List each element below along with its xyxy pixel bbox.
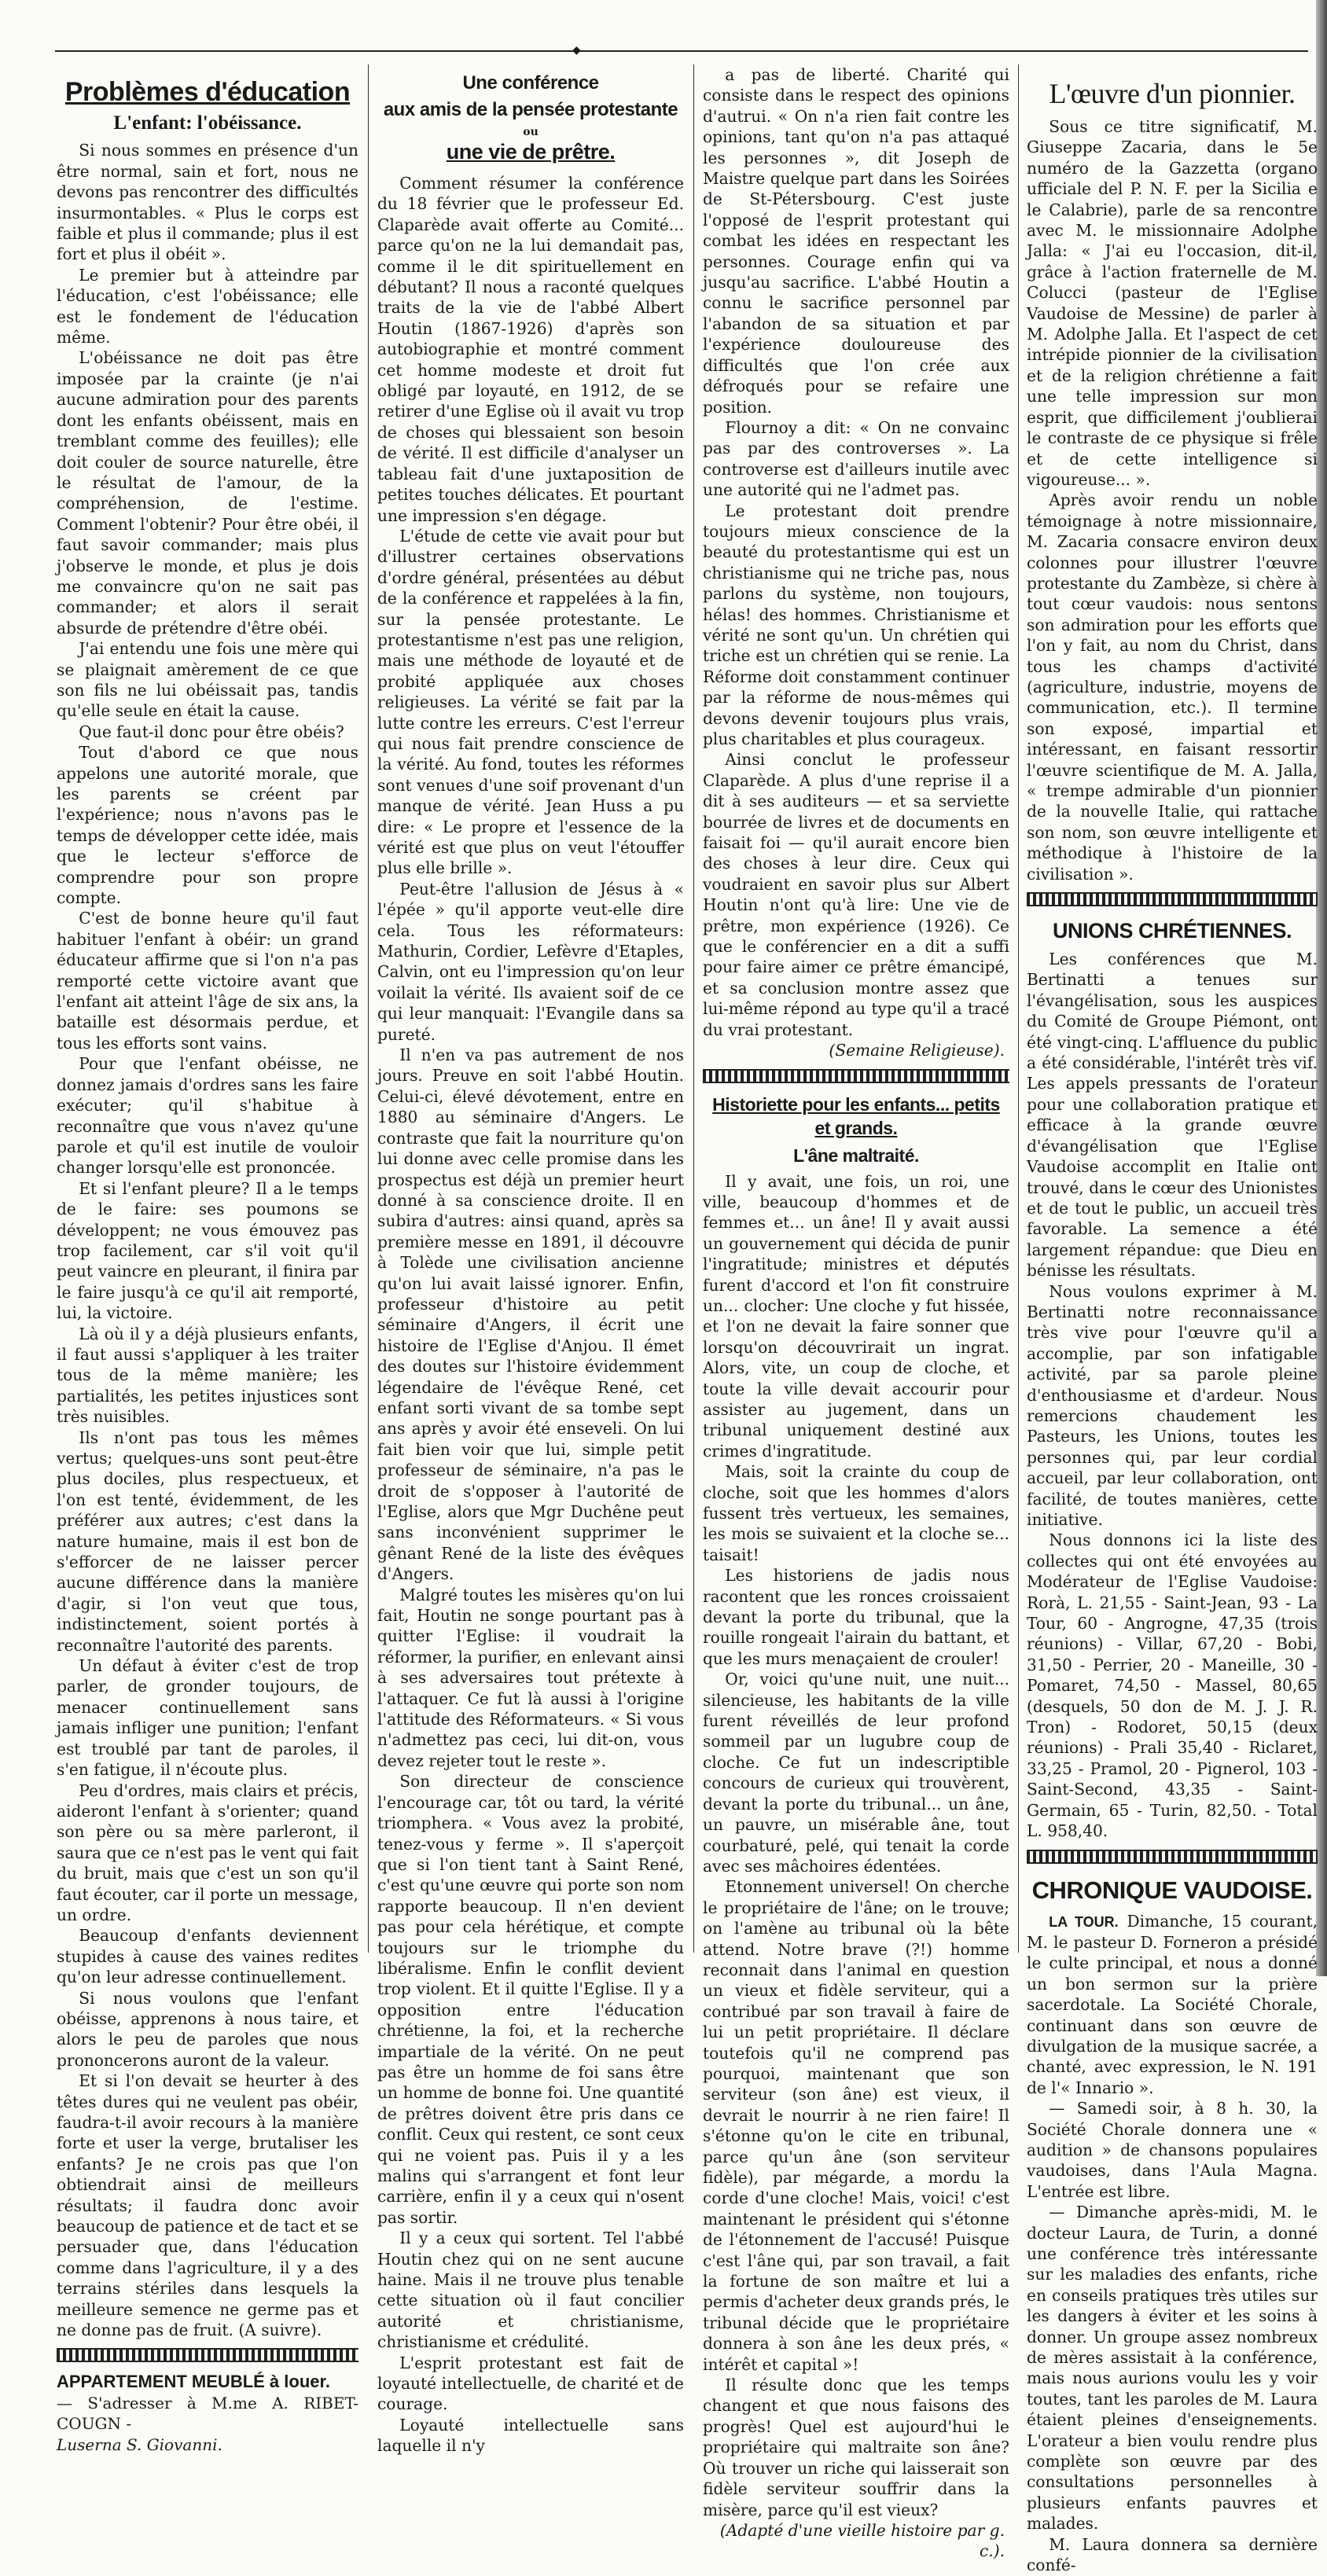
unions-body	[1027, 949, 1318, 1841]
story-source: (Adapté d'une vieille histoire par g. c.).	[719, 2520, 1005, 2561]
article-title-line2: aux amis de la pensée protestante	[383, 99, 678, 120]
paragraph: Comment résumer la conférence du 18 février que le professeur Ed. Claparède avait offerte au Comité... parce qu'on ne la lui demandait pas, comme il le dit spirituellement en débutant? Il nous a raconté quelques traits de la vie de l'abbé Albert Houtin (1867-1926) d'après son autobiographie et montré comment cet homme modeste et droit fut obligé par loyauté, en 1912, de se retirer d'une Eglise où il avait vu trop de choses qui blessaient son besoin de vérité. Il est difficile d'analyser un tableau fait d'une juxtaposition de petites touches délicates. Et pourtant une impression s'en dégage.	[377, 174, 684, 525]
paragraph: Les historiens de jadis nous racontent que les ronces croissaient devant la porte du tribunal, que la rouille rongeait l'airain du battant, et que les murs menaçaient de crouler!	[703, 1566, 1009, 1668]
top-ornament: ◆	[572, 44, 581, 57]
paragraph: Pour que l'enfant obéisse, ne donnez jamais d'ordres sans les faire exécuter; qu'il s'habitue à reconnaître que vous n'avez qu'une parole et qu'il est inutile de vouloir changer lorsqu'elle est prononcée.	[57, 1054, 358, 1178]
paragraph: Si nous voulons que l'enfant obéisse, apprenons à nous taire, et alors le peu de paroles que nous prononcerons auront de la valeur.	[57, 1988, 358, 2070]
classified-ad-title: APPARTEMENT MEUBLÉ à louer.	[57, 2372, 330, 2392]
paragraph: J'ai entendu une fois une mère qui se plaignait amèrement de ce que son fils ne lui obéissait pas, tandis qu'elle seule en était la cause.	[57, 639, 358, 721]
article-subtitle: L'enfant: l'obéissance.	[113, 112, 302, 134]
paragraph: Peut-être l'allusion de Jésus à « l'épée » qu'il apporte veut-elle dire cela. Tous les réformateurs: Mathurin, Cordier, Lefèvre d'Etaples, Calvin, ont eu l'impression qu'on leur voilait la vérité. Ils avaient soif de ce qui leur manquait: l'Evangile dans sa pureté.	[377, 879, 684, 1044]
paragraph: Etonnement universel! On cherche le propriétaire de l'âne; on le trouve; on l'amène au tribunal où la bête attend. Notre brave (?!) homme reconnait dans l'animal en question un vieux et fidèle serviteur, qui a contribué par son travail à faire de lui un petit propriétaire. Il déclare toutefois qu'il ne comprend pas pourquoi, maintenant que son serviteur (son âne) est vieux, il devrait le nourrir à ne rien faire! Il s'étonne qu'on le cite en tribunal, parce qu'un âne (son serviteur fidèle), par mégarde, a mordu la corde d'une cloche! Mais, voici! c'est maintenant le président qui s'étonne de l'étonnement de l'accusé! Puisque c'est l'âne qui, par son travail, a fait la fortune de son maître et lui a permis d'acheter deux grands prés, le tribunal décide que le propriétaire donnera à son âne les deux prés, « intérêt et capital »!	[703, 1877, 1009, 2374]
paragraph: L'étude de cette vie avait pour but d'illustrer certaines observations d'ordre général, présentées au début de la conférence et rappelées à la fin, sur la pensée protestante. Le protestantisme n'est pas une religion, mais une méthode de loyauté et de probité appliquée aux choses religieuses. La vérité se fait par la lutte contre les erreurs. C'est l'erreur qui nous fait prendre conscience de la vérité. Au fond, toutes les réformes sont venues d'une soif provenant d'un manque de vérité. Jean Huss a pu dire: « Le propre et l'essence de la vérité est que plus on veut l'étouffer plus elle brille ».	[377, 526, 684, 878]
paragraph: Tout d'abord ce que nous appelons une autorité morale, que les parents se créent par l'expérience; nous n'avons pas le temps de développer cette idée, mais que le lecteur s'efforce de comprendre pour son propre compte.	[57, 743, 358, 908]
article-title: L'œuvre d'un pionnier.	[1049, 78, 1296, 109]
column-conference-continued	[703, 64, 1009, 2561]
classified-ad-contact: — S'adresser à M.me A. RIBET-COUGN -	[57, 2393, 358, 2434]
story-body	[703, 1171, 1009, 2520]
paragraph: a pas de liberté. Charité qui consiste dans le respect des opinions d'autrui. « On n'a rien fait contre les opinions, tant qu'on n'a pas attaqué les personnes », dit Joseph de Maistre quelque part dans les Soirées de St-Pétersbourg. C'est juste l'opposé de l'esprit protestant qui combat les idées en respectant les personnes. Courage enfin qui va jusqu'au sacrifice. L'abbé Houtin a connu le sacrifice personnel par l'abandon de sa situation et par l'expérience douloureuse des difficultés que l'on crée aux défroqués pour se refaire une position.	[703, 65, 1009, 417]
paragraph: Là où il y a déjà plusieurs enfants, il faut aussi s'appliquer à les traiter tous de la même manière; les partialités, les petites injustices sont très nuisibles.	[57, 1324, 358, 1427]
paragraph: Nous donnons ici la liste des collectes qui ont été envoyées au Modérateur de l'Eglise Vaudoise: Rorà, L. 21,55 - Saint-Jean, 93 - La Tour, 60 - Angrogne, 47,35 (trois réunions) - Villar, 67,20 - Bobi, 31,50 - Perrier, 20 - Maneille, 30 - Pomaret, 74,50 - Massel, 80,65 (desquels, 50 don de M. J. J. R. Tron) - Rodoret, 50,15 (deux réunions) - Prali 35,40 - Riclaret, 33,25 - Pramol, 20 - Pignerol, 103 - Saint-Second, 43,35 - Saint-Germain, 65 - Turin, 82,50. - Total L. 958,40.	[1027, 1531, 1318, 1841]
paragraph: Et si l'on devait se heurter à des têtes dures qui ne veulent pas obéir, faudra-t-il avoir recours à la manière forte et user la verge, brutaliser les enfants? Je ne crois pas que l'on obtiendrait ainsi de meilleurs résultats; il faudra donc avoir beaucoup de patience et de tact et se persuader que, dans l'éducation comme dans l'agriculture, il y a des terrains stériles dans lesquels la meilleure semence ne germe pas et ne donne pas de fruit. (A suivre).	[57, 2071, 358, 2340]
paragraph: — Dimanche après-midi, M. le docteur Laura, de Turin, a donné une conférence très intéressante sur les maladies des enfants, riche en conseils pratiques très utiles sur les dangers à éviter et les soins à donner. Un groupe assez nombreux de mères assistait à la conférence, mais nous aurions voulu les y voir toutes, tant les paroles de M. Laura étaient pleines d'enseignements. L'orateur a bien voulu rendre plus complète son œuvre par des consultations personnelles à plusieurs enfants pauvres et malades.	[1027, 2203, 1318, 2534]
paragraph: Il y a ceux qui sortent. Tel l'abbé Houtin chez qui on ne sent aucune haine. Mais il ne trouve plus tenable cette situation où il faut concilier autorité et christianisme, christianisme et crédulité.	[377, 2229, 684, 2352]
article-body	[377, 173, 684, 2457]
article-body	[1027, 116, 1318, 884]
top-rule	[55, 50, 1308, 52]
story-title: Historiette pour les enfants... petits et grands.	[712, 1093, 1000, 1138]
paragraph: Ils n'ont pas tous les mêmes vertus; quelques-uns sont peut-être plus dociles, plus respectueux, et l'on est tenté, évidemment, de les préférer aux autres; c'est dans la nature humaine, mais il est bon de s'efforcer de ne laisser percer aucune différence dans la manière d'agir, si l'on veut que tous, indistinctement, soient portés à reconnaître l'autorité des parents.	[57, 1428, 358, 1655]
story-subtitle: L'âne maltraité.	[793, 1145, 919, 1166]
article-body	[703, 64, 1009, 1040]
paragraph: Le protestant doit prendre toujours mieux conscience de la beauté du protestantisme qui est un christianisme qui ne triche pas, nous parlons du système, non toujours, hélas! des hommes. Christianisme et vérité ne sont qu'un. Un chrétien qui triche est un chrétien qui se renie. La Réforme doit constamment continuer par la réforme de nous-mêmes qui devons devenir toujours plus vrais, plus charitables et plus courageux.	[703, 501, 1009, 748]
paragraph: Le premier but à atteindre par l'éducation, c'est l'obéissance; elle est le fondement de l'éducation même.	[57, 265, 358, 347]
article-title-ou: ou	[523, 126, 539, 138]
paragraph: Or, voici qu'une nuit, une nuit... silencieuse, les habitants de la ville furent réveillés de leur profond sommeil par un lugubre coup de cloche. Ce fut un indescriptible concours de curieux qui trouvèrent, devant la porte du tribunal... un âne, un pauvre, un misérable âne, tout courbaturé, pelé, qui tenait la corde avec ses mâchoires édentées.	[703, 1670, 1009, 1876]
article-title-line1: Une conférence	[462, 72, 599, 94]
paragraph: Malgré toutes les misères qu'on lui fait, Houtin ne songe pourtant pas à quitter l'Eglise: il voudrait la réformer, la purifier, en enlevant ainsi à ses adversaires tout prétexte à l'attaquer. Ce fut là aussi à l'origine l'attitude des Réformateurs. « Si vous n'admettez pas ceci, lui dit-on, vous devez rejeter tout le reste ».	[377, 1585, 684, 1770]
paragraph: Flournoy a dit: « On ne convainc pas par des controverses ». La controverse est d'ailleurs inutile avec une autorité qui ne l'admet pas.	[703, 417, 1009, 500]
paragraph: Un défaut à éviter c'est de trop parler, de gronder toujours, de menacer continuellement sans jamais infliger une punition; l'enfant est troublé par tant de paroles, il s'en fatigue, il n'écoute plus.	[57, 1656, 358, 1780]
ornamental-divider	[1027, 892, 1318, 906]
paragraph: Sous ce titre significatif, M. Giuseppe Zacaria, dans le 5e numéro de la Gazzetta (organo ufficiale del P. N. F. per la Sicilia e le Calabrie), parle de sa rencontre avec M. le missionnaire Adolphe Jalla: « J'ai eu l'occasion, dit-il, grâce à l'action fraternelle de M. Colucci (pasteur de l'Eglise Vaudoise de Messine) de parler à M. Adolphe Jalla. Et l'aspect de cet intrépide pionnier de la civilisation et de la religion chrétienne a fait une telle impression sur mon esprit, que difficilement j'oublierai le contraste de ce physique si frêle et de cette intelligence si vigoureuse... ».	[1027, 117, 1318, 489]
ornamental-divider	[57, 2348, 358, 2362]
section-title-unions: UNIONS CHRÉTIENNES.	[1052, 919, 1292, 943]
paragraph: Il résulte donc que les temps changent et que nous faisons des progrès! Quel est aujourd'hui le propriétaire qui maltraite son âne? Où trouver un riche qui laisserait son fidèle serviteur souffrir dans la misère, parce qu'il est vieux?	[703, 2376, 1009, 2519]
column-conference	[377, 64, 684, 2456]
paragraph: Beaucoup d'enfants deviennent stupides à cause des vaines redites qu'on leur adresse continuellement.	[57, 1926, 358, 1987]
paragraph: Que faut-il donc pour être obéis?	[79, 722, 344, 741]
column-news	[1027, 64, 1318, 2575]
paragraph: L'obéissance ne doit pas être imposée par la crainte (je n'ai aucune admiration pour des parents dont les enfants obéissent, mais en tremblant comme des feuilles); elle doit couler de source naturelle, être le résultat de l'amour, de la compréhension, de l'estime. Comment l'obtenir? Pour être obéi, il faut savoir commander; mais plus j'observe le monde, et plus je dois me convaincre qu'on ne sait pas commander; et alors il serait absurde de prétendre d'être obéi.	[57, 348, 358, 638]
paragraph: Il y avait, une fois, un roi, une ville, beaucoup d'hommes et de femmes et... un âne! Il y avait aussi un gouvernement qui décida de punir l'ingratitude; ministres et députés furent d'accord et l'on fit construire un... clocher: Une cloche y fut hissée, et l'on ne devait la faire sonner que lorsqu'on découvrirait un ingrat. Alors, vite, un coup de cloche, et toute la ville devait accourir pour assister au jugement, dans un tribunal uniquement destiné aux crimes d'ingratitude.	[703, 1171, 1009, 1461]
chronique-place: LA TOUR.	[1049, 1913, 1119, 1930]
ornamental-divider	[703, 1069, 1009, 1083]
page-edge-shadow	[1316, 0, 1327, 1976]
paragraph: Et si l'enfant pleure? Il a le temps de le faire: ses poumons se développent; ne vous émouvez pas trop facilement, car s'il voit qu'il peut vaincre en pleurant, il finira par le faire jusqu'à ce qu'il ait remporté, lui, la victoire.	[57, 1178, 358, 1323]
column-rule	[693, 64, 694, 1953]
column-rule	[1018, 64, 1019, 1953]
paragraph: Il n'en va pas autrement de nos jours. Preuve en soit l'abbé Houtin. Celui-ci, élevé dévotement, entre en 1880 au séminaire d'Angers. Le contraste que fait la nourriture qu'on lui donne avec celle promise dans les prospectus est déjà un premier heurt donné à sa conscience droite. Il en subira d'autres: ainsi quand, après sa première messe en 1891, il découvre à Tolède une civilisation ancienne qu'on lui avait laissé ignorer. Enfin, professeur d'histoire au petit séminaire d'Angers, il écrit une histoire de l'Eglise d'Anjou. Il émet des doutes sur l'histoire évidemment légendaire de l'évêque René, cet enfant sorti vivant de sa tombe sept ans après y avoir été enseveli. On lui fait bien voir que lui, simple petit professeur de séminaire, n'a pas le droit de s'opposer à l'autorité de l'Eglise, alors que Mgr Duchêne peut sans inconvénient supprimer le gênant René de la liste des évêques d'Angers.	[377, 1045, 684, 1584]
column-rule	[368, 64, 369, 1953]
paragraph: M. Laura donnera sa dernière confé-	[1027, 2534, 1318, 2575]
paragraph: Peu d'ordres, mais clairs et précis, aideront l'enfant à s'orienter; quand son père ou sa mère parleront, il saura que ce n'est pas le vent qui fait du bruit, mais que c'est un son qu'il faut écouter, car il porte un message, un ordre.	[57, 1780, 358, 1924]
article-title: Problèmes d'éducation	[64, 77, 351, 107]
paragraph: Nous voulons exprimer à M. Bertinatti notre reconnaissance très vive pour l'œuvre qu'il a accomplie, par son infatigable activité, par sa parole pleine d'enthousiasme et d'ardeur. Nous remercions chaudement les Pasteurs, les Unions, toutes les personnes qui, par leur cordial accueil, par leur collaboration, ont facilité, de toutes manières, cette initiative.	[1027, 1281, 1318, 1529]
classified-ad-place: Luserna S. Giovanni.	[57, 2435, 222, 2454]
article-body	[57, 140, 358, 2340]
paragraph: Les conférences que M. Bertinatti a tenues sur l'évangélisation, sous les auspices du Comité de Groupe Piémont, ont été vingt-cinq. L'affluence du public a été considérable, l'intérêt très vif. Les appels pressants de l'orateur pour une collaboration pratique et efficace à la grande œuvre d'évangélisation que l'Eglise Vaudoise accomplit en Italie ont trouvé, dans le cœur des Unionistes et de tout le public, un accueil très favorable. La semence a été largement répandue: que Dieu en bénisse les résultats.	[1027, 950, 1318, 1281]
paragraph: Ainsi conclut le professeur Claparède. A plus d'une reprise il a dit à ses auditeurs — et sa serviette bourrée de livres et de documents en faisait foi — qu'il aurait encore bien des choses à leur dire. Ceux qui voudraient en savoir plus sur Albert Houtin n'ont qu'à lire: Une vie de prêtre, mon expérience (1926). Ce que le conférencier en a dit a suffi pour faire aimer ce prêtre émancipé, et sa conclusion montre assez que lui-même répond au type qu'il a tracé du vrai protestant.	[703, 750, 1009, 1039]
paragraph: L'esprit protestant est fait de loyauté intellectuelle, de charité et de courage.	[377, 2353, 684, 2414]
paragraph: Si nous sommes en présence d'un être normal, sain et fort, nous ne devons pas rencontrer des difficultés insurmontables. « Plus le corps est faible et plus il commande; plus il est fort et plus il obéit ».	[57, 141, 358, 264]
paragraph: — Samedi soir, à 8 h. 30, la Société Chorale donnera une « audition » de chansons populaires vaudoises, dans l'Aula Magna. L'entrée est libre.	[1027, 2099, 1318, 2201]
paragraph: C'est de bonne heure qu'il faut habituer l'enfant à obéir: un grand éducateur affirme que si l'on n'a pas remporté cette victoire avant que l'enfant ait atteint l'âge de six ans, la bataille est désormais perdue, et tous les efforts sont vains.	[57, 909, 358, 1053]
paragraph: Après avoir rendu un noble témoignage à notre missionnaire, M. Zacaria consacre environ deux colonnes pour illustrer l'œuvre protestante du Zambèze, si chère à tout cœur vaudois: nous sentons son admiration pour les efforts que l'on y fait, au nom du Christ, dans tous les champs d'activité (agriculture, industrie, moyens de communication, etc.). Il termine son exposé, impartial et intéressant, en faisant ressortir l'œuvre scientifique de M. A. Jalla, « trempe admirable d'un pionnier de la nouvelle Italie, qui rattache son nom, son œuvre intelligente et méthodique à l'histoire de la civilisation ».	[1027, 491, 1318, 884]
paragraph: Son directeur de conscience l'encourage car, tôt ou tard, la vérité triomphera. « Vous avez la probité, tenez-vous y ferme ». Il s'aperçoit que si l'on tient tant à Saint René, c'est qu'une œuvre qui porte son nom rapporte beaucoup. Il n'en devient pas pour cela hérétique, et compte toujours sur le triomphe du libéralisme. Enfin le conflit devient trop violent. Et il quitte l'Eglise. Il y a opposition entre l'éducation chrétienne, la foi, et la recherche impartiale de la vérité. On ne peut pas être un homme de foi sans être un homme de bonne foi. Une quantité de prêtres doivent être pris dans ce conflit. Ceux qui restent, ce sont ceux qui ne voient pas. Puis il y a les malins qui s'arrangent et font leur carrière, enfin il y a ceux qui n'osent pas sortir.	[377, 1772, 684, 2227]
ornamental-divider	[1027, 1850, 1318, 1864]
article-source: (Semaine Religieuse).	[829, 1041, 1005, 1060]
chronique-body	[1027, 2098, 1318, 2575]
column-education	[57, 64, 358, 2454]
article-title-line3: une vie de prêtre.	[446, 140, 616, 164]
chronique-text: Dimanche, 15 courant, M. le pasteur D. Forneron a présidé le culte principal, et nous a donné un bon sermon sur la prière sacerdotale. La Société Chorale, continuant dans son œuvre de divulgation de la musique sacrée, a chanté, avec expression, le N. 191 de l'« Innario ».	[1027, 1911, 1318, 2097]
paragraph: Loyauté intellectuelle sans laquelle il n'y	[377, 2415, 684, 2456]
section-title-chronique: CHRONIQUE VAUDOISE.	[1031, 1876, 1313, 1904]
paragraph: Mais, soit la crainte du coup de cloche, soit que les hommes d'alors fussent très vertueux, les semaines, les mois se suivaient et la cloche se... taisait!	[703, 1462, 1009, 1564]
